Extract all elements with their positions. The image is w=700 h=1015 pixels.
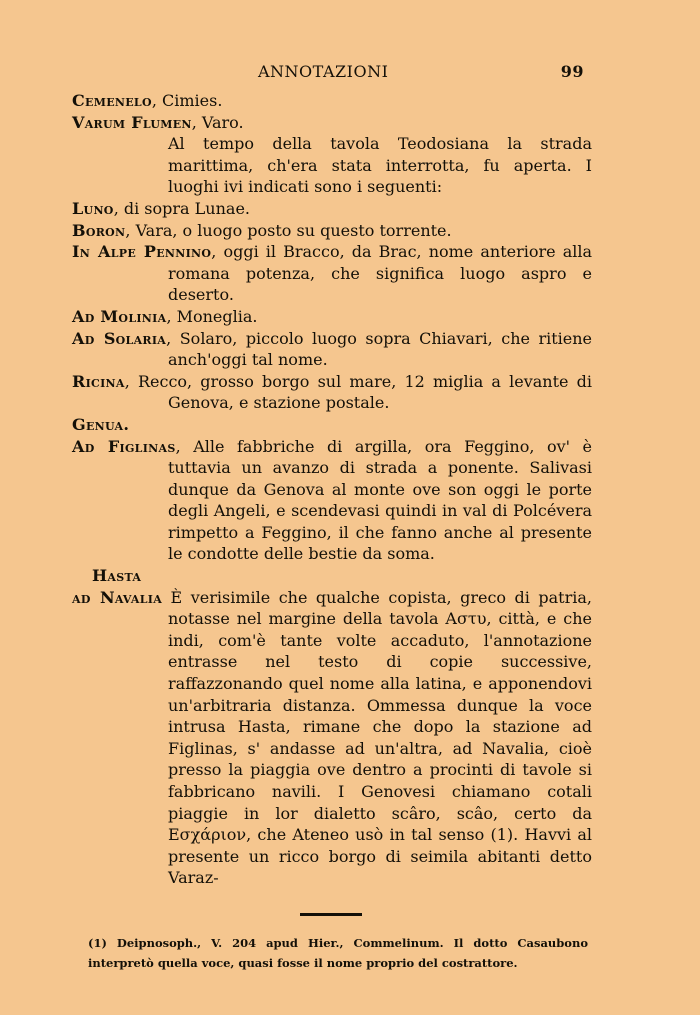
entry-text: , oggi il Bracco, da Brac, nome anteriore alla romana potenza, che significa luogo aspro e deserto. bbox=[168, 242, 593, 305]
entry-keyword: Ad Figlinas bbox=[72, 436, 176, 456]
body-text bbox=[72, 90, 592, 889]
entry-text: , Vara, o luogo posto su questo torrente. bbox=[125, 220, 452, 240]
entry-intro bbox=[72, 133, 592, 198]
entry-keyword: In Alpe Pennino bbox=[72, 242, 212, 262]
entry-alpe-pennino bbox=[72, 241, 592, 306]
entry-keyword: Ad Solaria bbox=[72, 328, 167, 348]
entry-text: , di sopra Lunae. bbox=[113, 198, 250, 218]
running-header bbox=[72, 62, 592, 86]
entry-text: , Varo. bbox=[191, 112, 244, 132]
footnote-divider bbox=[300, 913, 362, 916]
entry-text: , Alle fabbriche di argilla, ora Feggino, ov' è tuttavia un avanzo di strada a ponente. Salivasi dunque da Genova al monte ove son oggi le porte degli Angeli, e scendevasi quindi in val di Polcévera rimpetto a Feggino, il che fanno anche al presente le condotte delle bestie da soma. bbox=[168, 436, 592, 564]
entry-genua bbox=[72, 414, 592, 436]
entry-luno bbox=[72, 198, 592, 220]
entry-boron bbox=[72, 220, 592, 242]
entry-figlinas bbox=[72, 436, 592, 566]
entry-text: È verisimile che qualche copista, greco di patria, notasse nel margine della tavola Αστυ, città, e che indi, com'è tante volte accaduto, l'annotazione entrasse nel testo di copie successive, raffazzonando quel nome alla latina, e apponendovi un'arbitraria distanza. Ommessa dunque la voce intrusa Hasta, rimane che dopo la stazione ad Figlinas, s' andasse ad un'altra, ad Navalia, cioè presso la piaggia ove dentro a procinti di tavole si fabbricano navili. I Genovesi chiamano cotali piaggie in lor dialetto scâro, scâo, certo da Εσχάριον, che Ateneo usò in tal senso (1). Havvi al presente un ricco borgo di seimila abitanti detto Varaz- bbox=[168, 587, 592, 888]
entry-text: , Solaro, piccolo luogo sopra Chiavari, che ritiene anch'oggi tal nome. bbox=[166, 328, 592, 370]
entry-keyword: Luno bbox=[72, 198, 114, 218]
entry-keyword: ad Navalia bbox=[72, 587, 163, 607]
entry-hasta-heading bbox=[72, 565, 592, 587]
entry-keyword: Cemenelo bbox=[72, 91, 152, 110]
page-number: 99 bbox=[560, 62, 584, 81]
entry-cemenelo bbox=[72, 90, 592, 112]
entry-navalia bbox=[72, 587, 592, 889]
entry-solaria bbox=[72, 328, 592, 371]
entry-keyword: Hasta bbox=[92, 566, 142, 586]
running-title: ANNOTAZIONI bbox=[258, 62, 389, 81]
entry-keyword: Varum Flumen bbox=[72, 112, 192, 132]
footnote: (1) Deipnosoph., V. 204 apud Hier., Commelinum. Il dotto Casaubono interpretò quella voce, quasi fosse il nome proprio del costrattore. bbox=[88, 936, 588, 970]
entry-ricina bbox=[72, 371, 592, 414]
entry-keyword: Genua. bbox=[72, 414, 130, 434]
entry-molinia bbox=[72, 306, 592, 328]
entry-keyword: Ricina bbox=[72, 371, 125, 391]
entry-text: Al tempo della tavola Teodosiana la strada marittima, ch'era stata interrotta, fu aperta. I luoghi ivi indicati sono i seguenti: bbox=[168, 134, 592, 197]
entry-keyword: Ad Molinia bbox=[72, 306, 167, 326]
entry-keyword: Boron bbox=[72, 220, 126, 240]
entry-text: , Cimies. bbox=[151, 91, 223, 110]
entry-varum bbox=[72, 112, 592, 134]
entry-text: , Moneglia. bbox=[166, 306, 258, 326]
entry-text: , Recco, grosso borgo sul mare, 12 miglia a levante di Genova, e stazione postale. bbox=[124, 371, 592, 413]
